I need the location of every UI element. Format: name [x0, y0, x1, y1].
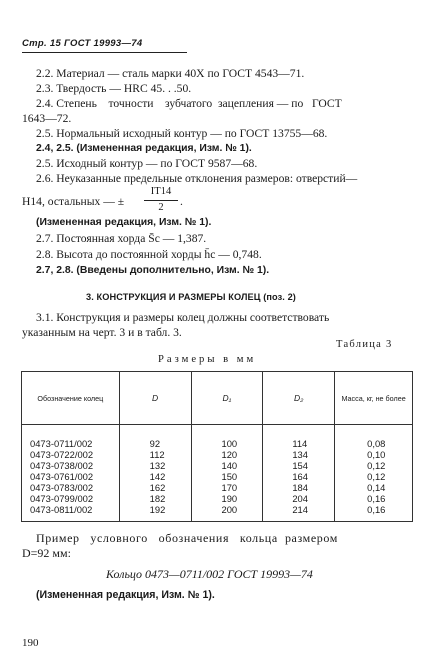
cell-d: 182	[119, 493, 191, 504]
item-3-1: 3.1. Конструкция и размеры колец должны соответствовать	[36, 311, 330, 324]
col-header-designation: Обозначение колец	[22, 372, 120, 425]
cell-mass: 0,12	[335, 460, 413, 471]
cell-d2: 154	[263, 460, 335, 471]
col-header-d2: D₂	[263, 372, 335, 425]
fraction-numerator: IT14	[150, 186, 172, 197]
edit-note-2: (Измененная редакция, Изм. № 1).	[36, 217, 212, 228]
page-number: 190	[22, 637, 39, 649]
table-row	[22, 471, 413, 482]
cell-mass: 0,16	[335, 493, 413, 504]
table-row	[22, 460, 413, 471]
cell-designation: 0473-0711/002	[22, 425, 120, 450]
edit-note-1: 2.4, 2.5. (Измененная редакция, Изм. № 1).	[36, 143, 252, 154]
item-2-6: 2.6. Неуказанные предельные отклонения размеров: отверстий—	[36, 172, 358, 185]
example-line-cont: D=92 мм:	[22, 546, 71, 560]
section-3-title: 3. КОНСТРУКЦИЯ И РАЗМЕРЫ КОЛЕЦ (поз. 2)	[86, 292, 296, 302]
fraction-bar	[144, 200, 178, 201]
cell-designation: 0473-0738/002	[22, 460, 120, 471]
table-row	[22, 425, 413, 450]
cell-d1: 100	[191, 425, 263, 450]
cell-mass: 0,16	[335, 504, 413, 522]
edit-note-3: 2.7, 2.8. (Введены дополнительно, Изм. № 1).	[36, 265, 270, 276]
rings-table	[21, 371, 413, 522]
page-header: Стр. 15 ГОСТ 19993—74	[22, 38, 143, 49]
item-2-5b: 2.5. Исходный контур — по ГОСТ 9587—68.	[36, 157, 258, 170]
item-2-8: 2.8. Высота до постоянной хорды h̄c — 0,748.	[36, 248, 262, 261]
cell-d2: 114	[263, 425, 335, 450]
cell-d1: 200	[191, 504, 263, 522]
col-header-d1: D₁	[191, 372, 263, 425]
table-units: Размеры в мм	[158, 354, 257, 365]
cell-mass: 0,14	[335, 482, 413, 493]
item-2-7: 2.7. Постоянная хорда S̄c — 1,387.	[36, 232, 207, 245]
col-header-d: D	[119, 372, 191, 425]
cell-designation: 0473-0761/002	[22, 471, 120, 482]
table-row	[22, 504, 413, 522]
cell-designation: 0473-0811/002	[22, 504, 120, 522]
cell-designation: 0473-0783/002	[22, 482, 120, 493]
cell-designation: 0473-0722/002	[22, 449, 120, 460]
cell-d1: 140	[191, 460, 263, 471]
cell-mass: 0,08	[335, 425, 413, 450]
cell-d2: 184	[263, 482, 335, 493]
table-header-row	[22, 372, 413, 425]
cell-d1: 120	[191, 449, 263, 460]
table-row	[22, 482, 413, 493]
cell-d: 162	[119, 482, 191, 493]
item-2-5: 2.5. Нормальный исходный контур — по ГОСТ 13755—68.	[36, 127, 328, 140]
item-2-4-cont: 1643—72.	[22, 112, 72, 125]
fraction-period: .	[180, 195, 183, 208]
item-2-6-cont: H14, остальных — ±	[22, 195, 125, 208]
cell-mass: 0,10	[335, 449, 413, 460]
cell-d2: 214	[263, 504, 335, 522]
cell-d1: 170	[191, 482, 263, 493]
cell-d: 132	[119, 460, 191, 471]
edit-note-4: (Измененная редакция, Изм. № 1).	[36, 589, 215, 601]
header-rule	[22, 52, 187, 53]
item-2-4: 2.4. Степень точности зубчатого зацепления — по ГОСТ	[36, 97, 342, 110]
table-row	[22, 493, 413, 504]
cell-designation: 0473-0799/002	[22, 493, 120, 504]
item-3-1-cont: указанным на черт. 3 и в табл. 3.	[22, 326, 182, 339]
cell-d: 92	[119, 425, 191, 450]
cell-d1: 190	[191, 493, 263, 504]
example-line: Пример условного обозначения кольца размером	[36, 531, 338, 545]
fraction-denominator: 2	[158, 202, 164, 213]
cell-d2: 204	[263, 493, 335, 504]
cell-mass: 0,12	[335, 471, 413, 482]
cell-d: 142	[119, 471, 191, 482]
item-2-3: 2.3. Твердость — HRC 45. . .50.	[36, 82, 192, 95]
item-2-2: 2.2. Материал — сталь марки 40Х по ГОСТ 4543—71.	[36, 67, 305, 80]
table-row	[22, 449, 413, 460]
cell-d1: 150	[191, 471, 263, 482]
cell-d2: 164	[263, 471, 335, 482]
example-designation: Кольцо 0473—0711/002 ГОСТ 19993—74	[106, 567, 313, 581]
cell-d: 192	[119, 504, 191, 522]
table-label: Таблица 3	[336, 339, 393, 350]
cell-d2: 134	[263, 449, 335, 460]
col-header-mass: Масса, кг, не более	[335, 372, 413, 425]
cell-d: 112	[119, 449, 191, 460]
